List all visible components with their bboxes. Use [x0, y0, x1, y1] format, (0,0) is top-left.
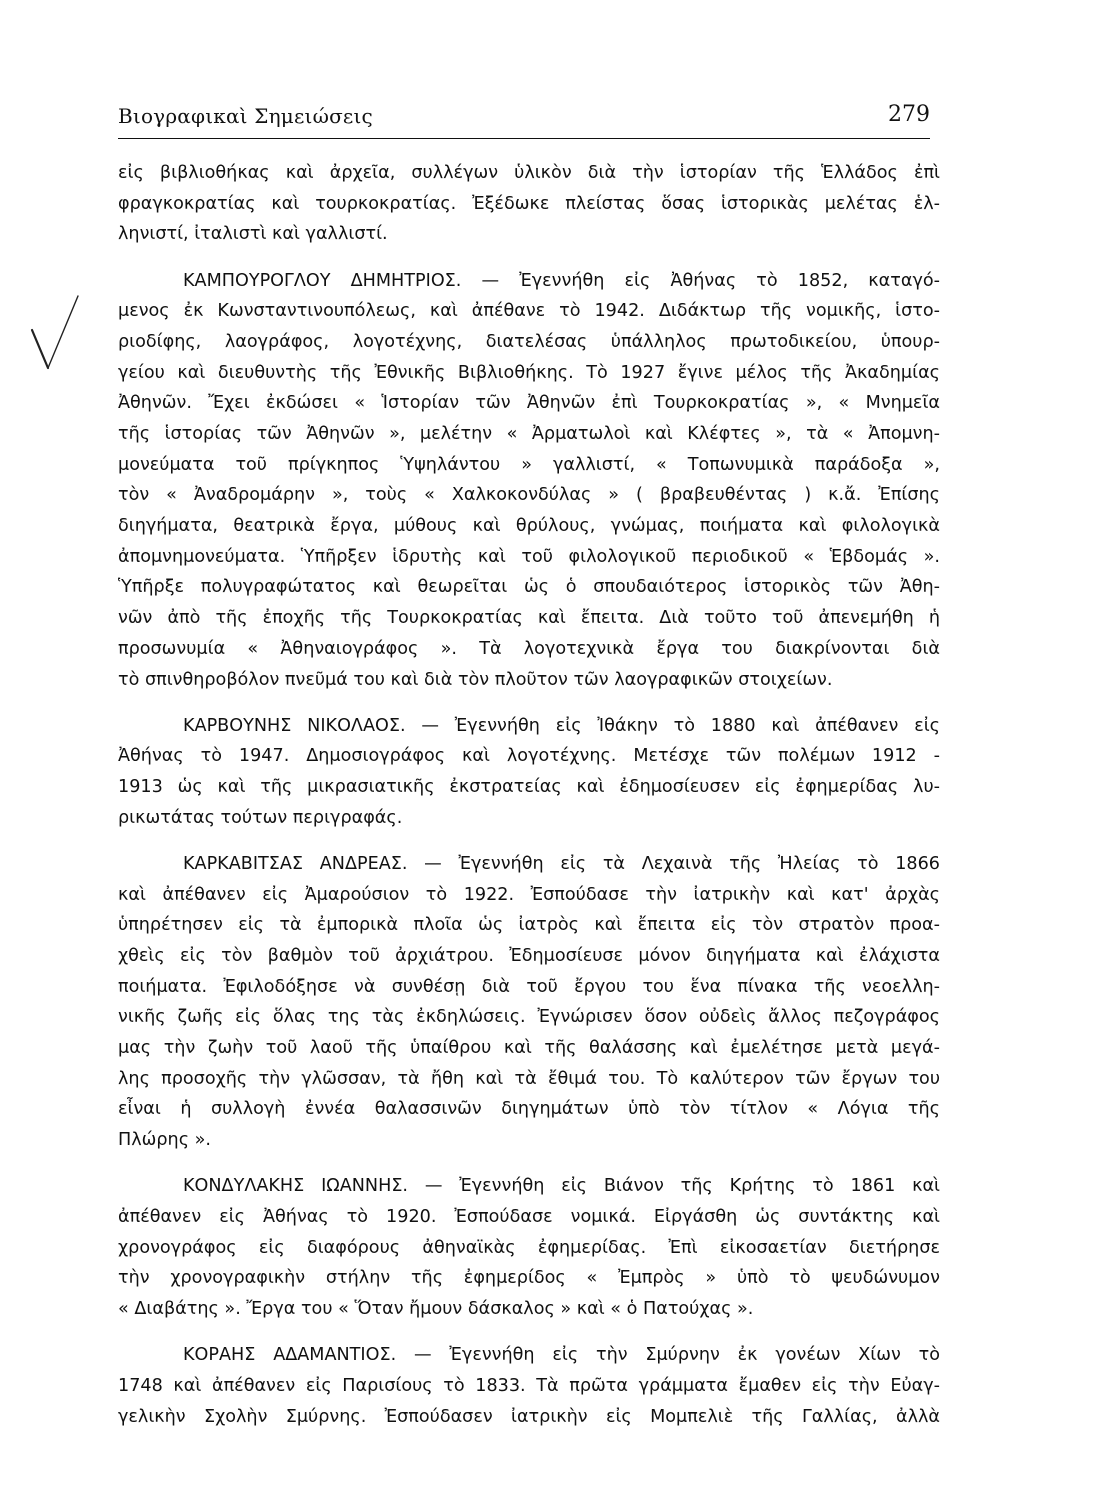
text-line: χθεὶς εἰς τὸν βαθμὸν τοῦ ἀρχιάτρου. Ἐδημοσίευσε μόνον διηγήματα καὶ ἐλάχιστα	[118, 946, 940, 966]
text-line: ἀπομνημονεύματα. Ὑπῆρξεν ἱδρυτὴς καὶ τοῦ φιλολογικοῦ περιοδικοῦ « Ἑβδομάς ».	[118, 546, 940, 567]
text-line: ρικωτάτας τούτων περιγραφάς.	[118, 807, 403, 828]
text-line: ΚΟΝΔΥΛΑΚΗΣ ΙΩΑΝΝΗΣ. — Ἐγεννήθη εἰς Βιάνον τῆς Κρήτης τὸ 1861 καὶ	[183, 1176, 940, 1197]
text-line: εἰς βιβλιοθήκας καὶ ἀρχεῖα, συλλέγων ὑλικὸν διὰ τὴν ἱστορίαν τῆς Ἑλλάδος ἐπὶ	[118, 163, 940, 183]
text-line: μας τὴν ζωὴν τοῦ λαοῦ τῆς ὑπαίθρου καὶ τῆς θαλάσσης καὶ ἐμελέτησε μετὰ μεγά-	[118, 1038, 940, 1059]
text-line: ἀπέθανεν εἰς Ἀθήνας τὸ 1920. Ἐσπούδασε νομικά. Εἰργάσθη ὡς συντάκτης καὶ	[118, 1207, 940, 1227]
text-line: λης προσοχῆς τὴν γλῶσσαν, τὰ ἤθη καὶ τὰ ἔθιμά του. Τὸ καλύτερον τῶν ἔργων του	[118, 1068, 940, 1089]
text-line: ΚΟΡΑΗΣ ΑΔΑΜΑΝΤΙΟΣ. — Ἐγεννήθη εἰς τὴν Σμύρνην ἐκ γονέων Χίων τὸ	[183, 1345, 940, 1366]
text-line: προσωνυμία « Ἀθηναιογράφος ». Τὰ λογοτεχνικὰ ἔργα του διακρίνονται διὰ	[118, 638, 940, 659]
document-body	[118, 158, 940, 1448]
text-line: ΚΑΡΒΟΥΝΗΣ ΝΙΚΟΛΑΟΣ. — Ἐγεννήθη εἰς Ἰθάκην τὸ 1880 καὶ ἀπέθανεν εἰς	[183, 715, 940, 736]
text-line: μενος ἐκ Κωνσταντινουπόλεως, καὶ ἀπέθανε τὸ 1942. Διδάκτωρ τῆς νομικῆς, ἱστο-	[118, 301, 940, 322]
text-line: γελικὴν Σχολὴν Σμύρνης. Ἐσπούδασεν ἰατρικὴν εἰς Μομπελιὲ τῆς Γαλλίας, ἀλλὰ	[118, 1406, 940, 1427]
text-line: τὸν « Ἀναδρομάρην », τοὺς « Χαλκοκονδύλας » ( βραβευθέντας ) κ.ἄ. Ἐπίσης	[118, 485, 940, 506]
text-line: χρονογράφος εἰς διαφόρους ἀθηναϊκὰς ἐφημερίδας. Ἐπὶ εἰκοσαετίαν διετήρησε	[118, 1237, 940, 1258]
text-line: φραγκοκρατίας καὶ τουρκοκρατίας. Ἐξέδωκε πλείστας ὅσας ἱστορικὰς μελέτας ἑλ-	[118, 193, 940, 214]
paragraph	[118, 266, 940, 696]
text-line: Πλώρης ».	[118, 1130, 211, 1151]
text-line: νικῆς ζωῆς εἰς ὅλας της τὰς ἐκδηλώσεις. Ἐγνώρισεν ὅσον οὐδεὶς ἄλλος πεζογράφος	[118, 1007, 940, 1028]
text-line: 1748 καὶ ἀπέθανεν εἰς Παρισίους τὸ 1833. Τὰ πρῶτα γράμματα ἔμαθεν εἰς τὴν Εὐαγ-	[118, 1375, 940, 1396]
text-line: διηγήματα, θεατρικὰ ἔργα, μύθους καὶ θρύλους, γνώμας, ποιήματα καὶ φιλολογικὰ	[118, 516, 940, 537]
header-rule	[118, 138, 930, 139]
paragraph	[118, 711, 940, 834]
text-line: ποιήματα. Ἐφιλοδόξησε νὰ συνθέσῃ διὰ τοῦ ἔργου του ἕνα πίνακα τῆς νεοελλη-	[118, 976, 940, 997]
text-line: « Διαβάτης ». Ἔργα του « Ὅταν ἤμουν δάσκαλος » καὶ « ὁ Πατούχας ».	[118, 1299, 754, 1320]
paragraph	[118, 1340, 940, 1432]
page-number: 279	[888, 102, 930, 127]
text-line: τῆς ἱστορίας τῶν Ἀθηνῶν », μελέτην « Ἀρματωλοὶ καὶ Κλέφτες », τὰ « Ἀπομνη-	[118, 424, 940, 444]
text-line: γείου καὶ διευθυντὴς τῆς Ἐθνικῆς Βιβλιοθήκης. Τὸ 1927 ἔγινε μέλος τῆς Ἀκαδημίας	[118, 362, 940, 383]
text-line: καὶ ἀπέθανεν εἰς Ἀμαρούσιον τὸ 1922. Ἐσπούδασε τὴν ἰατρικὴν καὶ κατ' ἀρχὰς	[118, 884, 940, 905]
paragraph	[118, 849, 940, 1156]
text-line: ληνιστί, ἰταλιστὶ καὶ γαλλιστί.	[118, 224, 388, 245]
text-line: Ἀθήνας τὸ 1947. Δημοσιογράφος καὶ λογοτέχνης. Μετέσχε τῶν πολέμων 1912 -	[118, 746, 940, 767]
text-line: εἶναι ἡ συλλογὴ ἐννέα θαλασσινῶν διηγημάτων ὑπὸ τὸν τίτλον « Λόγια τῆς	[118, 1099, 940, 1120]
text-line: νῶν ἀπὸ τῆς ἐποχῆς τῆς Τουρκοκρατίας καὶ ἔπειτα. Διὰ τοῦτο τοῦ ἀπενεμήθη ἡ	[118, 608, 940, 629]
handwritten-check-mark-icon	[28, 290, 88, 380]
text-line: ὑπηρέτησεν εἰς τὰ ἐμπορικὰ πλοῖα ὡς ἰατρὸς καὶ ἔπειτα εἰς τὸν στρατὸν προα-	[118, 915, 940, 936]
text-line: μονεύματα τοῦ πρίγκηπος Ὑψηλάντου » γαλλιστί, « Τοπωνυμικὰ παράδοξα »,	[118, 454, 940, 475]
text-line: Ὑπῆρξε πολυγραφώτατος καὶ θεωρεῖται ὡς ὁ σπουδαιότερος ἱστορικὸς τῶν Ἀθη-	[118, 577, 940, 598]
text-line: ΚΑΜΠΟΥΡΟΓΛΟΥ ΔΗΜΗΤΡΙΟΣ. — Ἐγεννήθη εἰς Ἀθήνας τὸ 1852, καταγό-	[183, 270, 940, 291]
paragraph	[118, 1171, 940, 1324]
text-line: 1913 ὡς καὶ τῆς μικρασιατικῆς ἐκστρατείας καὶ ἐδημοσίευσεν εἰς ἐφημερίδας λυ-	[118, 777, 940, 798]
text-line: τὴν χρονογραφικὴν στήλην τῆς ἐφημερίδος « Ἐμπρὸς » ὑπὸ τὸ ψευδώνυμον	[118, 1268, 940, 1289]
text-line: τὸ σπινθηροβόλον πνεῦμά του καὶ διὰ τὸν πλοῦτον τῶν λαογραφικῶν στοιχείων.	[118, 669, 833, 690]
text-line: Ἀθηνῶν. Ἔχει ἐκδώσει « Ἱστορίαν τῶν Ἀθηνῶν ἐπὶ Τουρκοκρατίας », « Μνημεῖα	[118, 393, 940, 414]
running-title: Βιογραφικαὶ Σημειώσεις	[118, 104, 373, 128]
text-line: ΚΑΡΚΑΒΙΤΣΑΣ ΑΝΔΡΕΑΣ. — Ἐγεννήθη εἰς τὰ Λεχαινὰ τῆς Ἠλείας τὸ 1866	[183, 853, 940, 874]
paragraph	[118, 158, 940, 250]
page-header	[118, 102, 930, 132]
text-line: ριοδίφης, λαογράφος, λογοτέχνης, διατελέσας ὑπάλληλος πρωτοδικείου, ὑπουρ-	[118, 331, 940, 352]
